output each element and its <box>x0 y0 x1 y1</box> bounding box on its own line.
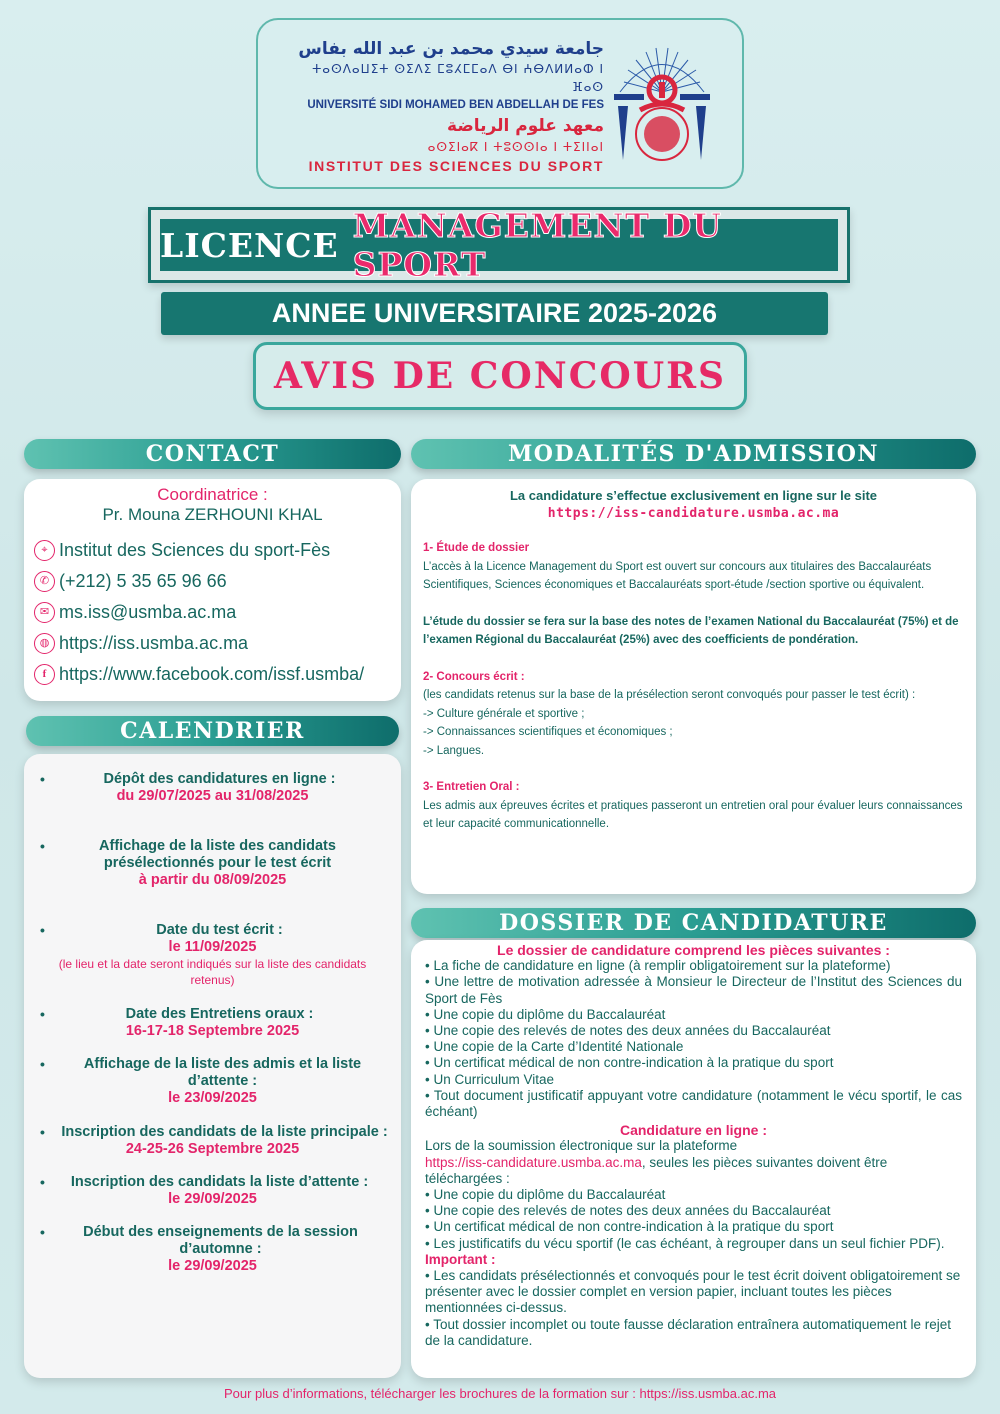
title-program-name: MANAGEMENT DU SPORT <box>352 206 723 284</box>
step-3-title: 3- Entretien Oral : <box>423 781 520 793</box>
calendar-item-date: du 29/07/2025 au 31/08/2025 <box>116 788 309 804</box>
calendar-item-label: Dépôt des candidatures en ligne : <box>103 771 336 787</box>
bullet: • <box>40 838 45 854</box>
coordinator-name: Pr. Mouna ZERHOUNI KHAL <box>102 505 323 524</box>
globe-icon: ◍ <box>34 633 55 654</box>
online-intro-line <box>425 1155 962 1187</box>
institution-header <box>256 18 744 189</box>
dossier-item: • Une copie de la Carte d’Identité Nationale <box>425 1039 684 1055</box>
university-emblem-icon <box>610 42 714 172</box>
step-2-title: 2- Concours écrit : <box>423 670 525 683</box>
step-2-text: (les candidats retenus sur la base de la présélection seront convoqués pour passer le test écrit) : <box>423 689 916 701</box>
notice-title: AVIS DE CONCOURS <box>253 342 747 410</box>
step-1-title: 1- Étude de dossier <box>423 542 530 554</box>
tifinagh-university-name: ⵜⴰⵙⴷⴰⵡⵉⵜ ⵙⵉⴷⵉ ⵎⵓⵃⵎⵎⴰⴷ ⴱⵏ ⵄⴱⴷⵍⵍⴰⵀ ⵏ ⴼⴰⵙ <box>312 62 604 94</box>
online-item: • Les justificatifs du vécu sportif (le cas échéant, à regrouper dans un seul fichier PDF). <box>425 1235 945 1251</box>
arabic-university-name: جامعة سيدي محمد بن عبد الله بفاس <box>298 39 604 59</box>
phone-text[interactable]: (+212) 5 35 65 96 66 <box>59 571 227 591</box>
dossier-item: • Une copie du diplôme du Baccalauréat <box>425 1006 666 1022</box>
contact-heading: CONTACT <box>24 439 401 469</box>
title-licence: LICENCE <box>160 225 339 265</box>
arabic-institute-name: معهد علوم الرياضة <box>447 116 604 136</box>
phone-icon: ✆ <box>34 571 55 592</box>
calendar-item-date: le 23/09/2025 <box>168 1090 257 1106</box>
admission-body <box>411 539 976 834</box>
calendar-item-date: le 29/09/2025 <box>168 1191 257 1207</box>
footer-info: Pour plus d’informations, télécharger les brochures de la formation sur : https://iss.usmba.ac.ma <box>223 1386 777 1401</box>
coordinator-label: Coordinatrice : <box>157 485 268 504</box>
step-1-text: L’accès à la Licence Management du Sport est ouvert sur concours aux titulaires des Baccalauréats Scientifiques, Sciences économiques et Baccalauréats sport-étude /section sportive ou équivalent. <box>423 560 932 591</box>
calendar-item-date: 16-17-18 Septembre 2025 <box>125 1023 300 1039</box>
dossier-intro: Le dossier de candidature comprend les pièces suivantes : <box>497 942 890 958</box>
bullet: • <box>40 1124 45 1140</box>
email-icon: ✉ <box>34 602 55 623</box>
calendar-item <box>24 922 401 988</box>
dossier-item: • Tout document justificatif appuyant votre candidature (notamment le vécu sportif, le cas échéant) <box>425 1087 962 1120</box>
important-item: • Tout dossier incomplet ou toute fausse déclaration entraînera automatiquement le rejet de la candidature. <box>425 1316 952 1348</box>
calendar-item-note: (le lieu et la date seront indiqués sur la liste des candidats retenus) <box>58 957 367 987</box>
admission-intro-text: La candidature s’effectue exclusivement en ligne sur le site <box>509 488 878 503</box>
online-heading: Candidature en ligne : <box>619 1122 767 1139</box>
calendar-card <box>24 754 401 1378</box>
calendar-item-label: Inscription des candidats la liste d’attente : <box>70 1174 369 1190</box>
online-intro-end: , seules les pièces suivantes doivent être téléchargées : <box>425 1154 888 1186</box>
calendar-item-label: Date du test écrit : <box>156 922 283 938</box>
contact-phone[interactable] <box>34 566 401 597</box>
contact-website[interactable] <box>34 628 401 659</box>
dossier-item: • Une lettre de motivation adressée à Monsieur le Directeur de l’Institut des Sciences du Sport de Fès <box>425 974 962 1006</box>
calendar-item-label: Affichage de la liste des candidats présélectionnés pour le test écrit <box>99 838 336 871</box>
calendar-item <box>24 1174 401 1208</box>
dossier-item: • Un certificat médical de non contre-indication à la pratique du sport <box>425 1055 834 1071</box>
contact-card <box>24 479 401 701</box>
institute-name: INSTITUT DES SCIENCES DU SPORT <box>308 158 604 174</box>
application-site-link[interactable]: https://iss-candidature.usmba.ac.ma <box>547 506 840 521</box>
website-link[interactable]: https://iss.usmba.ac.ma <box>59 633 249 653</box>
modalites-heading: MODALITÉS D'ADMISSION <box>411 439 976 469</box>
important-heading: Important : <box>425 1251 496 1267</box>
online-intro: Lors de la soumission électronique sur la plateforme <box>425 1138 738 1154</box>
step-2-subject: -> Langues. <box>423 744 485 757</box>
admission-intro <box>411 479 976 523</box>
online-platform-link[interactable]: https://iss-candidature.usmba.ac.ma <box>425 1154 642 1170</box>
calendar-item <box>24 1224 401 1275</box>
step-3-text: Les admis aux épreuves écrites et pratiques passeront un entretien oral pour évaluer leurs connaissances et leur capacité communicationnelle. <box>423 799 963 830</box>
calendar-item <box>24 1056 401 1107</box>
dossier-card <box>411 940 976 1378</box>
email-link[interactable]: ms.iss@usmba.ac.ma <box>59 602 237 622</box>
academic-year: ANNEE UNIVERSITAIRE 2025-2026 <box>161 292 828 335</box>
tifinagh-institute-name: ⴰⵙⵉⵏⴰⴽ ⵏ ⵜⵓⵙⵙⵏⴰ ⵏ ⵜⵉⵏⵏⴰⵏ <box>427 140 604 154</box>
contact-facebook[interactable] <box>34 659 401 690</box>
calendar-item <box>24 1006 401 1040</box>
bullet: • <box>40 1174 45 1190</box>
program-title <box>160 206 838 284</box>
step-2-subject: -> Culture générale et sportive ; <box>423 707 585 720</box>
calendrier-heading: CALENDRIER <box>26 716 399 746</box>
calendar-item-label: Inscription des candidats de la liste principale : <box>61 1124 388 1140</box>
institution-names <box>284 38 604 176</box>
admission-card <box>411 479 976 894</box>
calendar-item-label: Date des Entretiens oraux : <box>125 1006 314 1022</box>
online-item: • Une copie du diplôme du Baccalauréat <box>425 1187 666 1203</box>
contact-address <box>34 535 401 566</box>
location-icon: ⌖ <box>34 540 55 561</box>
dossier-item: • La fiche de candidature en ligne (à remplir obligatoirement sur la plateforme) <box>425 958 891 974</box>
calendar-item <box>24 838 401 889</box>
facebook-icon: f <box>34 664 55 685</box>
program-title-banner <box>148 207 850 283</box>
dossier-item: • Un Curriculum Vitae <box>425 1071 555 1087</box>
contact-email[interactable] <box>34 597 401 628</box>
step-2-subject: -> Connaissances scientifiques et économiques ; <box>423 726 673 738</box>
facebook-link[interactable]: https://www.facebook.com/issf.usmba/ <box>59 664 365 684</box>
calendar-item-label: Affichage de la liste des admis et la liste d’attente : <box>83 1056 362 1089</box>
bullet: • <box>40 1224 45 1240</box>
contact-list <box>24 535 401 690</box>
bullet: • <box>40 1056 45 1072</box>
calendar-item-date: 24-25-26 Septembre 2025 <box>125 1141 300 1157</box>
address-text: Institut des Sciences du sport-Fès <box>59 540 331 560</box>
dossier-body <box>411 940 976 1349</box>
dossier-item: • Une copie des relevés de notes des deux années du Baccalauréat <box>425 1023 831 1039</box>
important-item: • Les candidats présélectionnés et convoqués pour le test écrit doivent obligatoirement se présenter avec le dossier complet en version papier, incluant toutes les pièces mentionnées ci-dessus. <box>425 1268 961 1316</box>
calendar-item-date: le 29/09/2025 <box>168 1258 257 1274</box>
calendar-item-date: à partir du 08/09/2025 <box>138 872 287 888</box>
bullet: • <box>40 771 45 787</box>
calendar-item <box>24 771 401 805</box>
calendar-item-date: le 11/09/2025 <box>168 939 257 955</box>
online-item: • Un certificat médical de non contre-indication à la pratique du sport <box>425 1219 834 1235</box>
bullet: • <box>40 1006 45 1022</box>
dossier-heading: DOSSIER DE CANDIDATURE <box>411 908 976 938</box>
bullet: • <box>40 922 45 938</box>
calendar-item <box>24 1124 401 1158</box>
calendar-item-label: Début des enseignements de la session d’automne : <box>83 1224 358 1257</box>
step-1-criteria: L’étude du dossier se fera sur la base des notes de l’examen National du Baccalauréat (75%) et de l’examen Régional du Baccalauréat (25%) avec des coefficients de pondération. <box>423 615 959 646</box>
university-name: UNIVERSITÉ SIDI MOHAMED BEN ABDELLAH DE FES <box>307 99 604 111</box>
coordinator-block <box>24 479 401 525</box>
online-item: • Une copie des relevés de notes des deux années du Baccalauréat <box>425 1203 831 1219</box>
